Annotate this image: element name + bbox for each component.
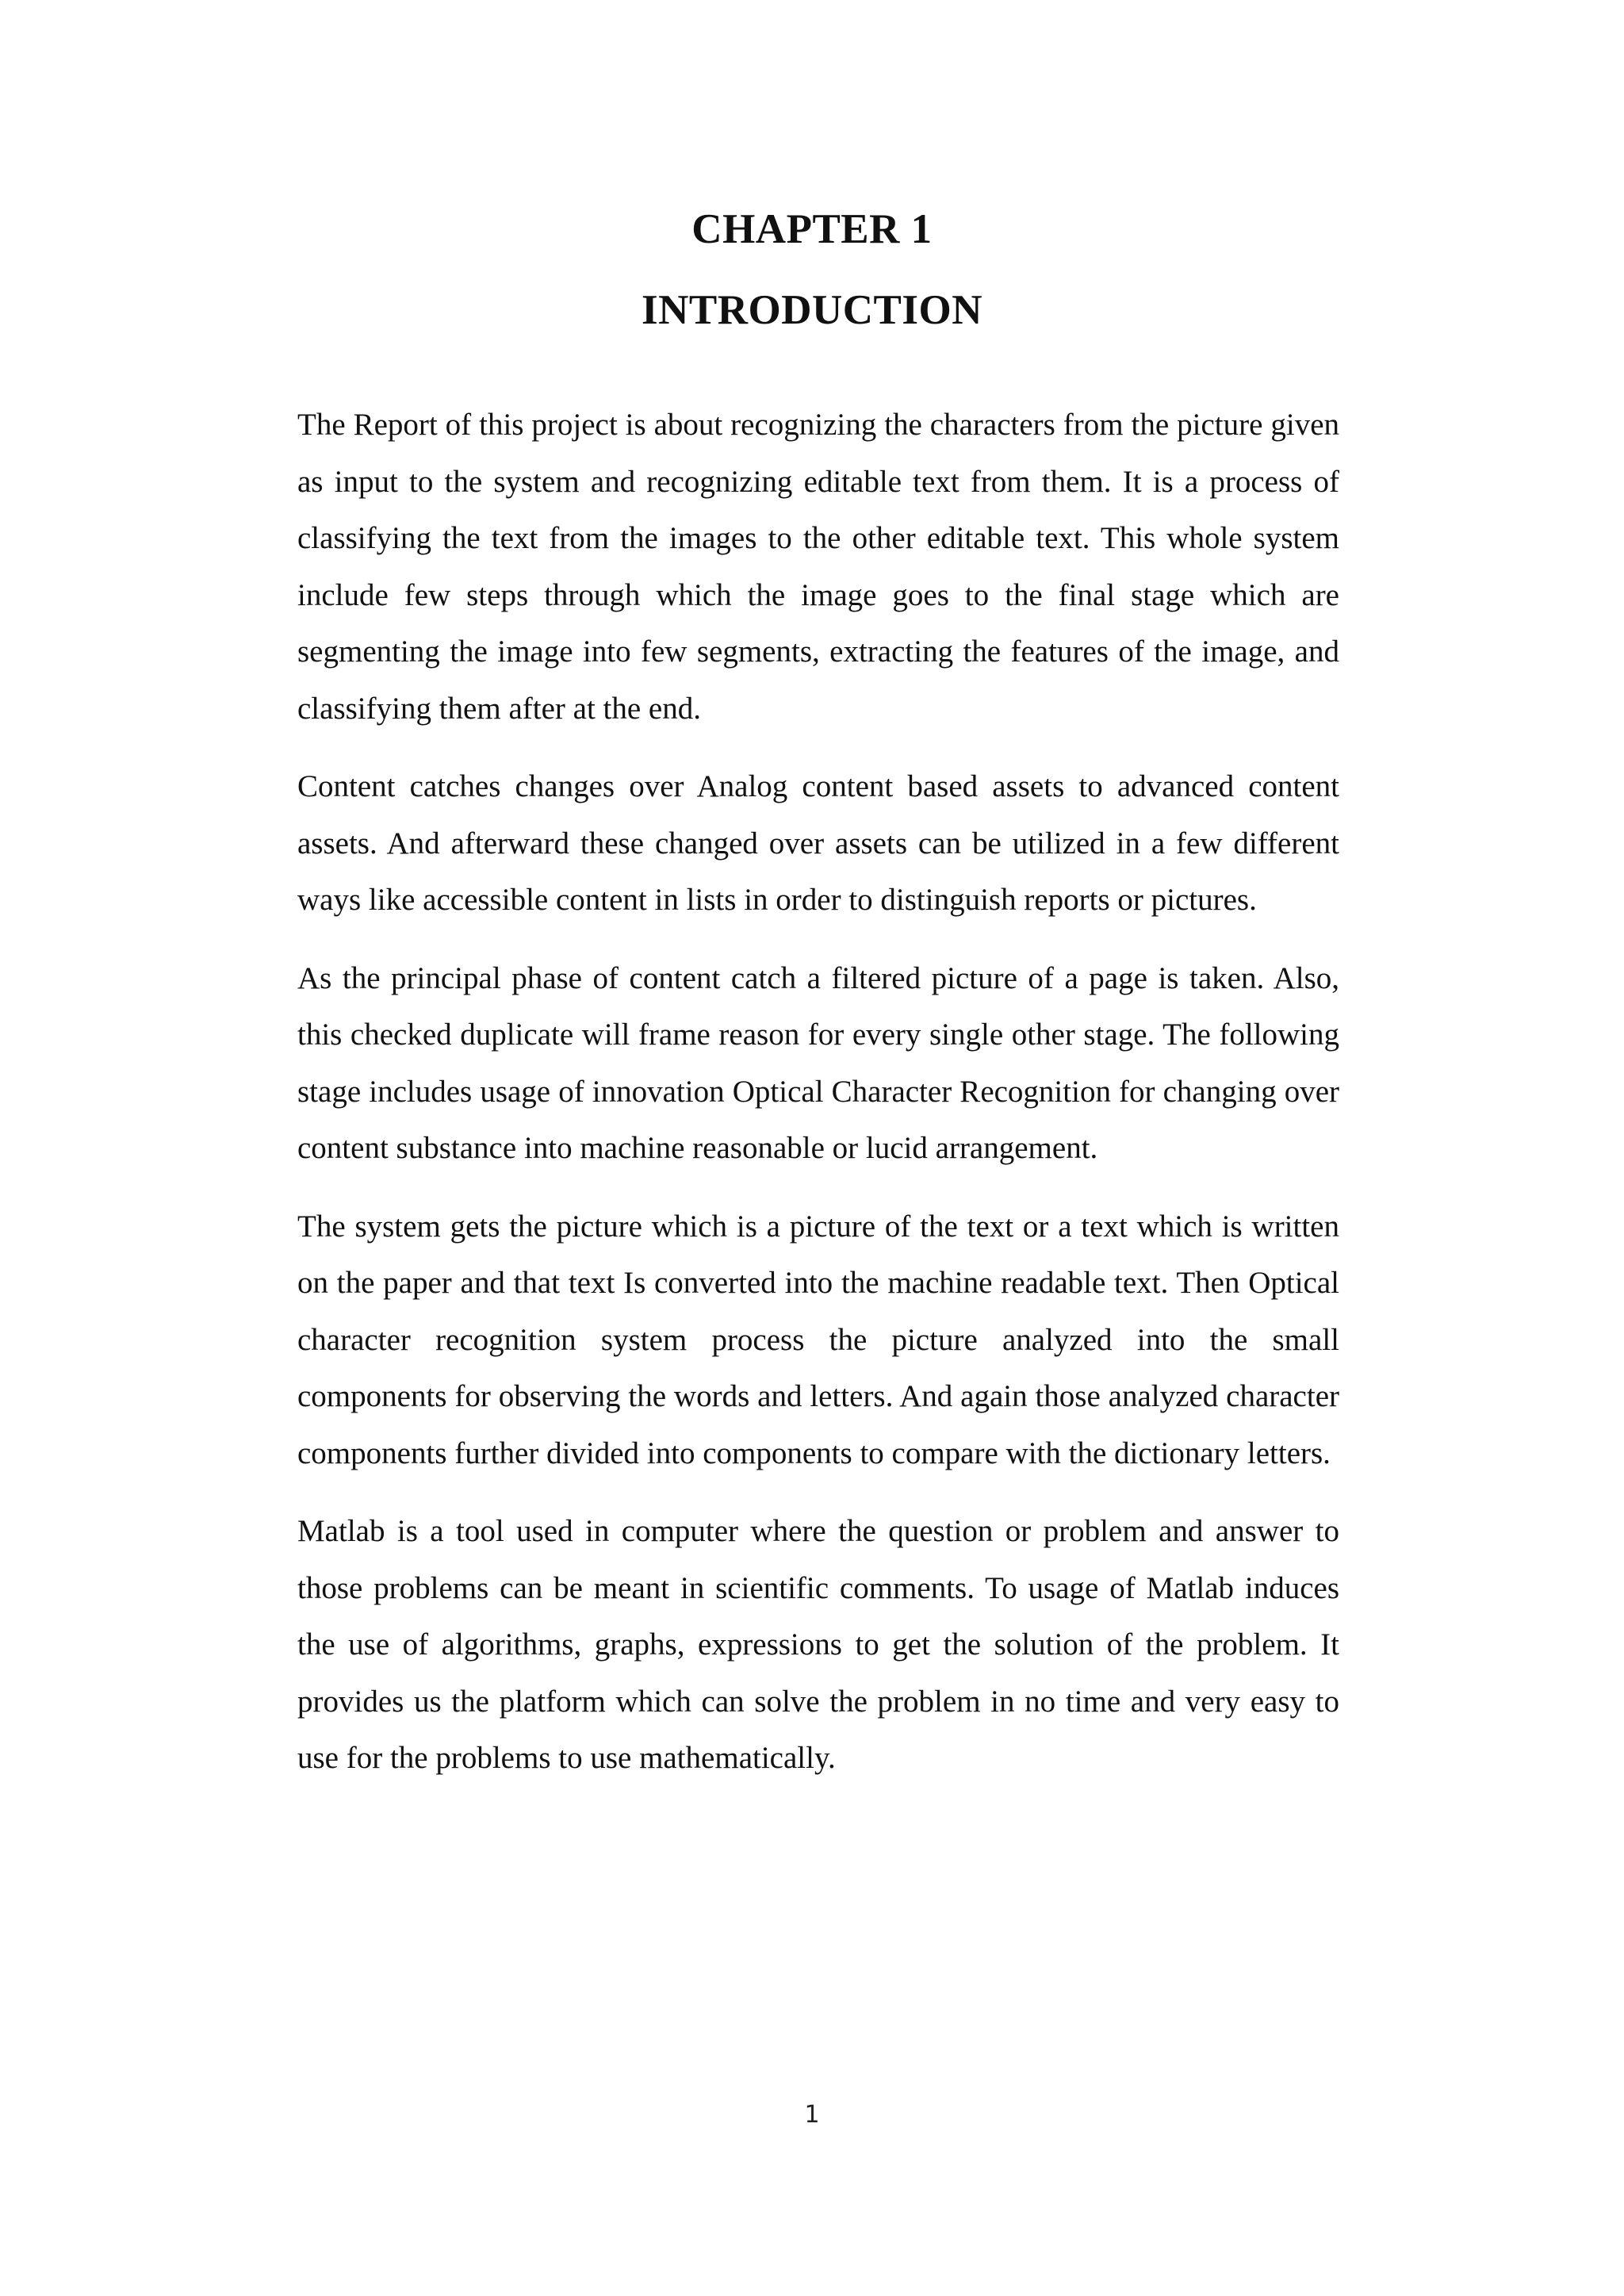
body-text	[297, 397, 1339, 1808]
chapter-number: CHAPTER 1	[691, 206, 933, 252]
paragraph-5: Matlab is a tool used in computer where the question or problem and answer to those problems can be meant in scientific comments. To usage of Matlab induces the use of algorithms, graphs, expressions to get the solution of the problem. It provides us the platform which can solve the problem in no time and very easy to use for the problems to use mathematically.	[297, 1514, 1339, 1775]
paragraph-2: Content catches changes over Analog content based assets to advanced content assets. And afterward these changed over assets can be utilized in a few different ways like accessible content in lists in order to distinguish reports or pictures.	[297, 769, 1339, 917]
paragraph-1: The Report of this project is about recognizing the characters from the picture given as input to the system and recognizing editable text from them. It is a process of classifying the text from the images to the other editable text. This whole system include few steps through which the image goes to the final stage which are segmenting the image into few segments, extracting the features of the image, and classifying them after at the end.	[297, 408, 1339, 726]
chapter-title: INTRODUCTION	[641, 287, 983, 333]
paragraph-4: The system gets the picture which is a picture of the text or a text which is written on the paper and that text Is converted into the machine readable text. Then Optical character recognition system process the picture analyzed into the small components for observing the words and letters. And again those analyzed character components further divided into components to compare with the dictionary letters.	[297, 1209, 1339, 1470]
paragraph-3: As the principal phase of content catch a filtered picture of a page is taken. Also, this checked duplicate will frame reason for every single other stage. The following stage includes usage of innovation Optical Character Recognition for changing over content substance into machine reasonable or lucid arrangement.	[297, 960, 1339, 1165]
page-number: 1	[804, 2101, 820, 2129]
